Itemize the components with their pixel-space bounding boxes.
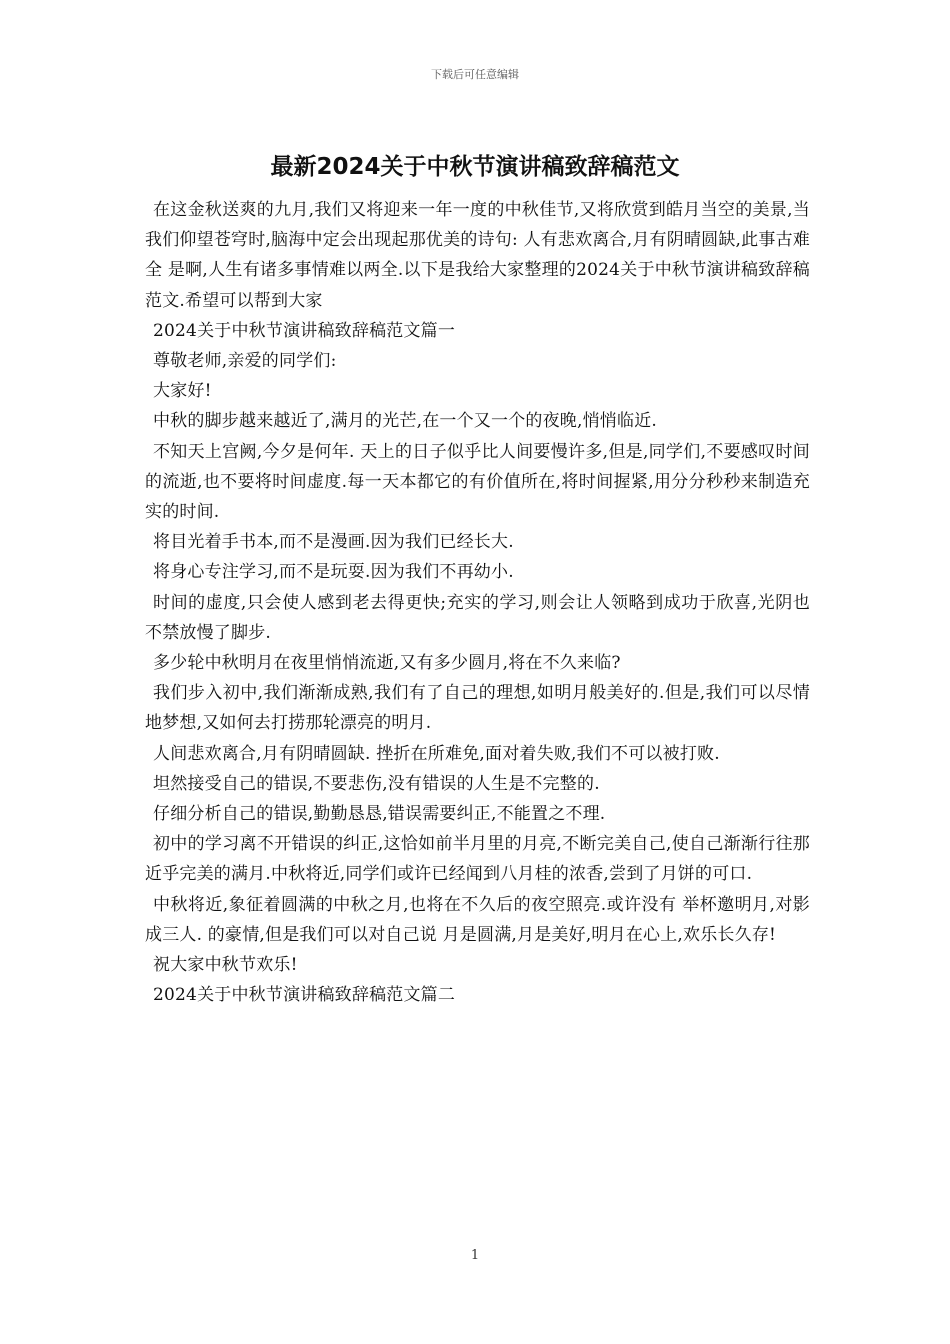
paragraph: 将身心专注学习,而不是玩耍.因为我们不再幼小.: [153, 562, 514, 583]
paragraph: 坦然接受自己的错误,不要悲伤,没有错误的人生是不完整的.: [153, 773, 600, 794]
paragraph: 初中的学习离不开错误的纠正,这恰如前半月里的月亮,不断完美自己,使自己渐渐行往那近乎完美的满月.中秋将近,同学们或许已经闻到八月桂的浓香,尝到了月饼的可口.: [145, 834, 810, 885]
paragraph-salutation: 尊敬老师,亲爱的同学们:: [153, 351, 337, 372]
document-title: 最新2024关于中秋节演讲稿致辞稿范文: [270, 154, 680, 180]
paragraph: 中秋将近,象征着圆满的中秋之月,也将在不久后的夜空照亮.或许没有 举杯邀明月,对影成三人. 的豪情,但是我们可以对自己说 月是圆满,月是美好,明月在心上,欢乐长久存!: [145, 894, 810, 945]
paragraph: 多少轮中秋明月在夜里悄悄流逝,又有多少圆月,将在不久来临?: [153, 653, 621, 674]
paragraph-greeting: 大家好!: [153, 381, 212, 402]
paragraph-closing: 祝大家中秋节欢乐!: [153, 955, 298, 976]
section-heading-1: 2024关于中秋节演讲稿致辞稿范文篇一: [153, 320, 456, 341]
page-header-note: 下载后可任意编辑: [431, 68, 519, 81]
paragraph-intro: 在这金秋送爽的九月,我们又将迎来一年一度的中秋佳节,又将欣赏到皓月当空的美景,当我们仰望苍穹时,脑海中定会出现起那优美的诗句: 人有悲欢离合,月有阴晴圆缺,此事古难全 是啊,人生有诸多事情难以两全.以下是我给大家整理的2024关于中秋节演讲稿致辞稿范文.希望可以帮到大家: [145, 200, 810, 311]
page-number: 1: [470, 1248, 480, 1263]
paragraph: 中秋的脚步越来越近了,满月的光芒,在一个又一个的夜晚,悄悄临近.: [153, 411, 658, 432]
paragraph: 将目光着手书本,而不是漫画.因为我们已经长大.: [153, 532, 514, 553]
section-heading-2: 2024关于中秋节演讲稿致辞稿范文篇二: [153, 985, 456, 1006]
paragraph: 时间的虚度,只会使人感到老去得更快;充实的学习,则会让人领略到成功于欣喜,光阴也不禁放慢了脚步.: [145, 592, 810, 643]
document-body: [145, 195, 810, 1010]
paragraph: 不知天上宫阙,今夕是何年. 天上的日子似乎比人间要慢许多,但是,同学们,不要感叹时间的流逝,也不要将时间虚度.每一天本都它的有价值所在,将时间握紧,用分分秒秒来制造充实的时间.: [145, 441, 810, 523]
paragraph: 我们步入初中,我们渐渐成熟,我们有了自己的理想,如明月般美好的.但是,我们可以尽情地梦想,又如何去打捞那轮漂亮的明月.: [145, 683, 810, 734]
paragraph: 仔细分析自己的错误,勤勤恳恳,错误需要纠正,不能置之不理.: [153, 804, 606, 825]
paragraph: 人间悲欢离合,月有阴晴圆缺. 挫折在所难免,面对着失败,我们不可以被打败.: [153, 743, 720, 764]
